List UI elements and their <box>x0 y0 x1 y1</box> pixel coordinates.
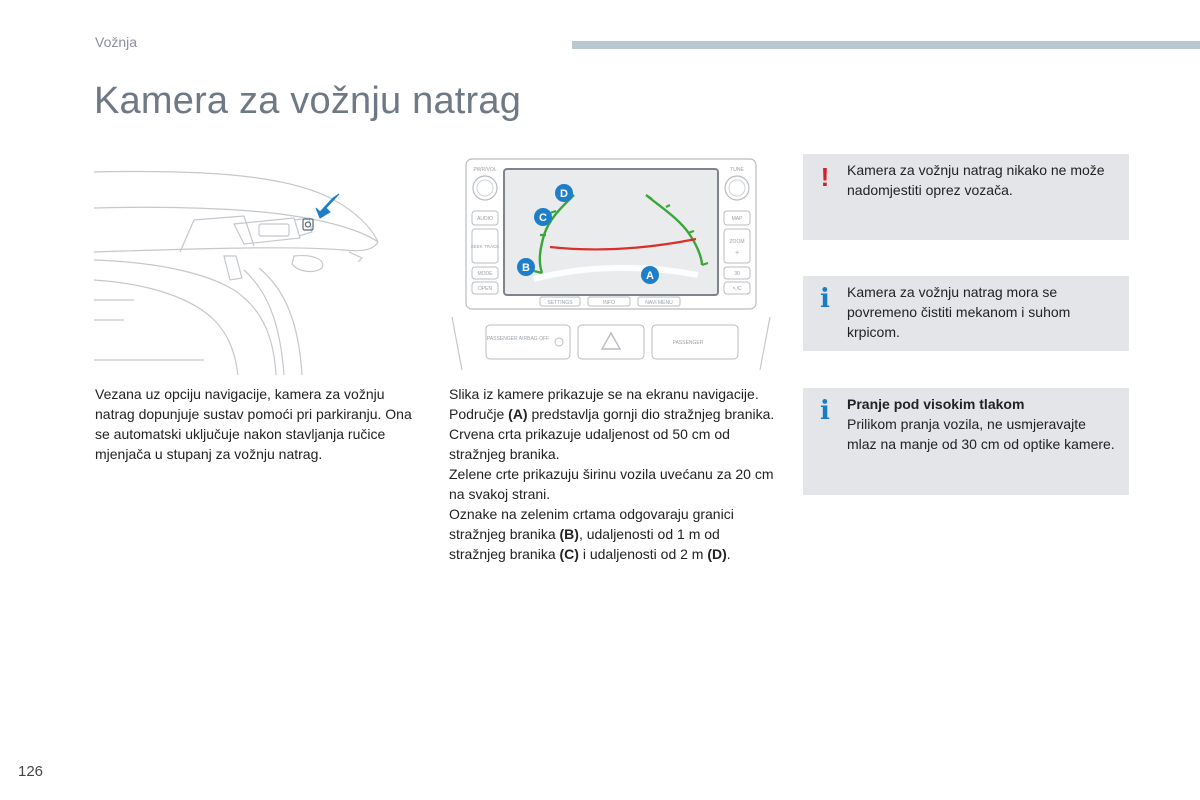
marker-b-label: B <box>522 262 530 274</box>
info-cleaning-text: Kamera za vožnju natrag mora se povremeno čistiti mekanom i suhom krpicom. <box>847 284 1071 340</box>
warning-icon: ! <box>820 162 830 192</box>
info-note-washing <box>803 388 1129 495</box>
info-washing-title: Pranje pod visokim tlakom <box>847 396 1025 412</box>
btn-label-plus: + <box>734 250 740 257</box>
btn-label-pwr: PWR/VOL <box>473 167 497 173</box>
marker-c-label: C <box>539 212 547 224</box>
info-icon: i <box>820 284 830 314</box>
info-note-cleaning <box>803 276 1129 351</box>
page-title: Kamera za vožnju natrag <box>94 80 522 122</box>
desc-line-marks: Oznake na zelenim crtama odgovaraju granici stražnjeg branika (B), udaljenosti od 1 m od stražnjeg branika (C) i udaljenosti od 2 m (D). <box>449 506 734 562</box>
intro-paragraph: Vezana uz opciju navigacije, kamera za vožnju natrag dopunjuje sustav pomoći pri parkiranju. Ona se automatski uključuje nakon stavljanja ručice mjenjača u stupanj za vožnju natrag. <box>95 386 412 462</box>
warning-note <box>803 154 1129 240</box>
btn-label-30: 30 <box>734 271 740 277</box>
info-washing-text: Prilikom pranja vozila, ne usmjeravajte mlaz na manje od 30 cm od optike kamere. <box>847 416 1115 452</box>
btn-label-open: OPEN <box>477 286 493 292</box>
btn-label-settings: SETTINGS <box>547 300 573 306</box>
btn-label-tune: TUNE <box>730 167 744 173</box>
desc-line-area-a: Područje (A) predstavlja gornji dio stražnjeg branika. <box>449 406 775 422</box>
console-passenger-label: PASSENGER <box>672 340 704 346</box>
btn-label-map: MAP <box>731 216 743 222</box>
camera-description <box>449 384 779 564</box>
camera-pointer-arrow <box>316 194 339 218</box>
desc-line-red: Crvena crta prikazuje udaljenost od 50 cm od stražnjeg branika. <box>449 426 730 462</box>
section-label: Vožnja <box>95 34 138 50</box>
navigation-screen-illustration <box>446 155 776 375</box>
marker-a-label: A <box>646 270 654 282</box>
btn-label-audio: AUDIO <box>477 216 493 222</box>
info-washing-content <box>847 394 1117 454</box>
btn-label-zoom: ZOOM <box>729 239 745 245</box>
btn-label-seek: SEEK TRACK <box>470 244 500 249</box>
warning-text: Kamera za vožnju natrag nikako ne može nadomjestiti oprez vozača. <box>847 162 1105 198</box>
btn-label-mode: MODE <box>477 271 493 277</box>
desc-line-screen: Slika iz kamere prikazuje se na ekranu navigacije. <box>449 386 759 402</box>
info-icon: i <box>820 396 830 426</box>
page-number: 126 <box>18 763 44 780</box>
btn-label-info: INFO <box>603 300 615 306</box>
car-rear-camera-illustration <box>94 160 400 375</box>
marker-d-label: D <box>560 188 568 200</box>
btn-label-navi-menu: NAVI MENU <box>645 300 673 306</box>
btn-label-back: ↖/C <box>732 286 742 292</box>
desc-line-green: Zelene crte prikazuju širinu vozila uvećanu za 20 cm na svakoj strani. <box>449 466 774 502</box>
console-airbag-label: PASSENGER AIRBAG OFF <box>486 336 550 342</box>
header-bar <box>572 41 1200 49</box>
